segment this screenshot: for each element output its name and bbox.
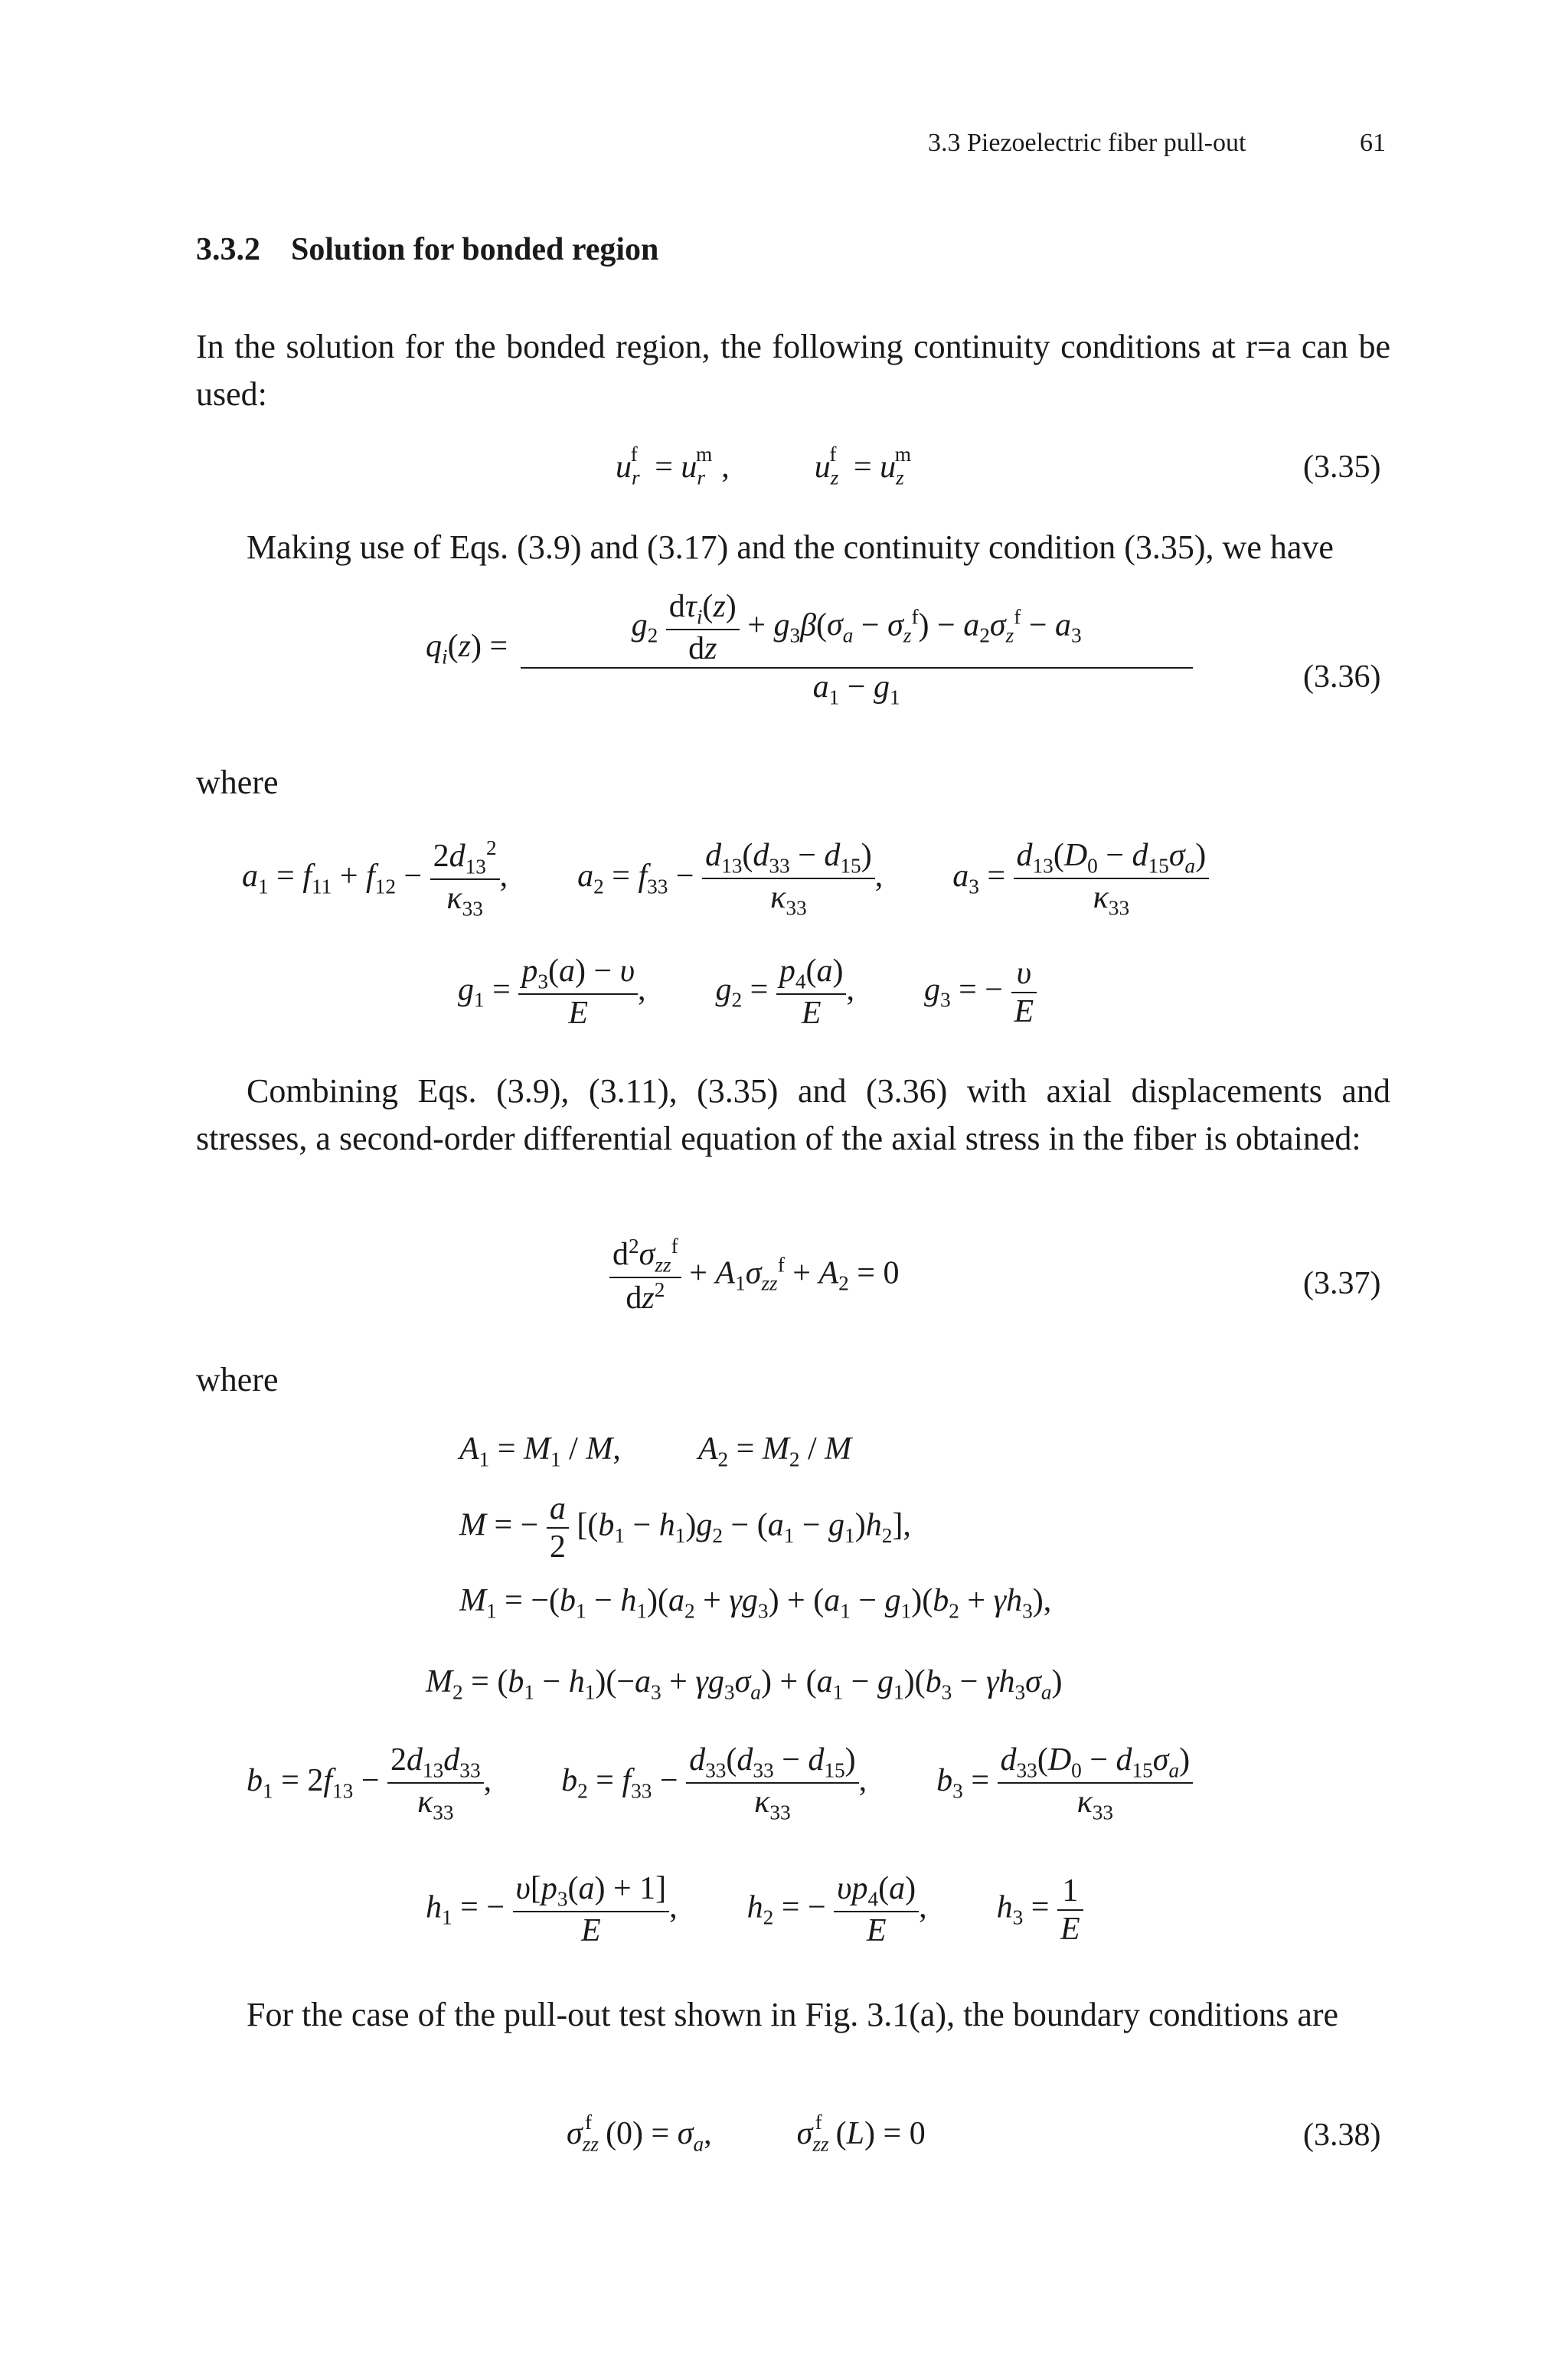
equation-h-coefficients: $h_1$ = − $\frac{\upsilon[p_3(a) + 1]}{E}$ , $h_2$ = − $\frac{\upsilon p_4(a)}{E}$ , $h_3$ = $\frac{1}{E}$: [426, 1870, 1083, 1949]
equation-b-coefficients: $b_1 = 2f_{13}$ − $\frac{2d_{13}d_{33}}{\kappa_{33}}$ , $b_2 = f_{33}$ − $\frac{d_{33}(d_{33} - d_{15})}{\kappa_{33}}$ , $b_3$ = $\frac{d_{33}(D_0 - d_{15}\sigma_a)}{\kappa_{33}}$: [247, 1742, 1193, 1825]
where-label-1: where: [196, 764, 279, 801]
equation-M-definition: M = − $\frac{a}{2}$ $[(b_1 - h_1)g_2 - (a_1 - g_1)h_2]$,: [459, 1491, 911, 1565]
paragraph-intro: In the solution for the bonded region, the following continuity conditions at r=a can be used:: [196, 328, 1390, 413]
paragraph-making-use-text: Making use of Eqs. (3.9) and (3.17) and the continuity condition (3.35), we have: [247, 528, 1334, 566]
where-label-2: where: [196, 1361, 279, 1398]
paragraph-combining: [196, 1068, 1390, 1163]
paragraph-pull-out: [196, 1991, 1390, 2039]
section-number: 3.3.2: [196, 232, 260, 267]
equation-3-36: $q_i(z)$ = $g_2$ $\frac{d\tau_i(z)}{dz}$ + $g_3\beta(\sigma_a - \sigma_z^f) - a_2\sigma_z^f - a_3$ $a_1 - g_1$: [426, 588, 1193, 710]
page-number: 61: [1360, 129, 1386, 157]
equation-3-38: $\sigma_{zz}^f$ $(0) = \sigma_a$, $\sigma_{zz}^f$ (L) = 0: [567, 2111, 926, 2156]
equation-3-35: $u_r^f = u_r^m$ , $u_z^f = u_z^m$: [616, 443, 912, 489]
equation-M1-definition: $M_1 = -(b_1 - h_1)(a_2 + \gamma g_3) + (a_1 - g_1)(b_2 + \gamma h_3)$,: [459, 1583, 1052, 1623]
equation-a-coefficients: $a_1 = f_{11} + f_{12}$ − $\frac{2d_{13}^2}{\kappa_{33}}$ , $a_2 = f_{33}$ − $\frac{d_{13}(d_{33} - d_{15})}{\kappa_{33}}$ , $a_3$ = $\frac{d_{13}(D_0 - d_{15}\sigma_a)}{\kappa_{33}}$: [242, 836, 1209, 921]
equation-number-3-36: (3.36): [1303, 659, 1381, 695]
paragraph-pull-out-text: For the case of the pull-out test shown in Fig. 3.1(a), the boundary conditions are: [247, 1996, 1339, 2033]
equation-number-3-38: (3.38): [1303, 2118, 1381, 2153]
paragraph-making-use: [196, 524, 1390, 571]
equation-M2-definition: $M_2 = (b_1 - h_1)(-a_3 + \gamma g_3\sigma_a) + (a_1 - g_1)(b_3 - \gamma h_3\sigma_a)$: [426, 1664, 1063, 1704]
equation-g-coefficients: $g_1$ = $\frac{p_3(a) - \upsilon}{E}$ , $g_2$ = $\frac{p_4(a)}{E}$ , $g_3$ = − $\frac{\upsilon}{E}$: [458, 953, 1037, 1032]
equation-number-3-35: (3.35): [1303, 450, 1381, 485]
paragraph-combining-text: Combining Eqs. (3.9), (3.11), (3.35) and (3.36) with axial displacements and stresses, a second-order differential equation of the axial stress in the fiber is obtained:: [196, 1072, 1390, 1157]
running-header: [928, 129, 1246, 158]
equation-3-37: $\frac{d^2\sigma_{zz}^f}{dz^2}$ + $A_1\sigma_{zz}^f + A_2 = 0$: [609, 1235, 899, 1317]
equation-number-3-37: (3.37): [1303, 1266, 1381, 1301]
equation-A-definitions: $A_1 = M_1 / M$, $A_2 = M_2 / M$: [459, 1431, 852, 1471]
section-heading: [196, 231, 658, 268]
running-title: 3.3 Piezoelectric fiber pull-out: [928, 129, 1246, 157]
section-title: Solution for bonded region: [291, 232, 659, 267]
